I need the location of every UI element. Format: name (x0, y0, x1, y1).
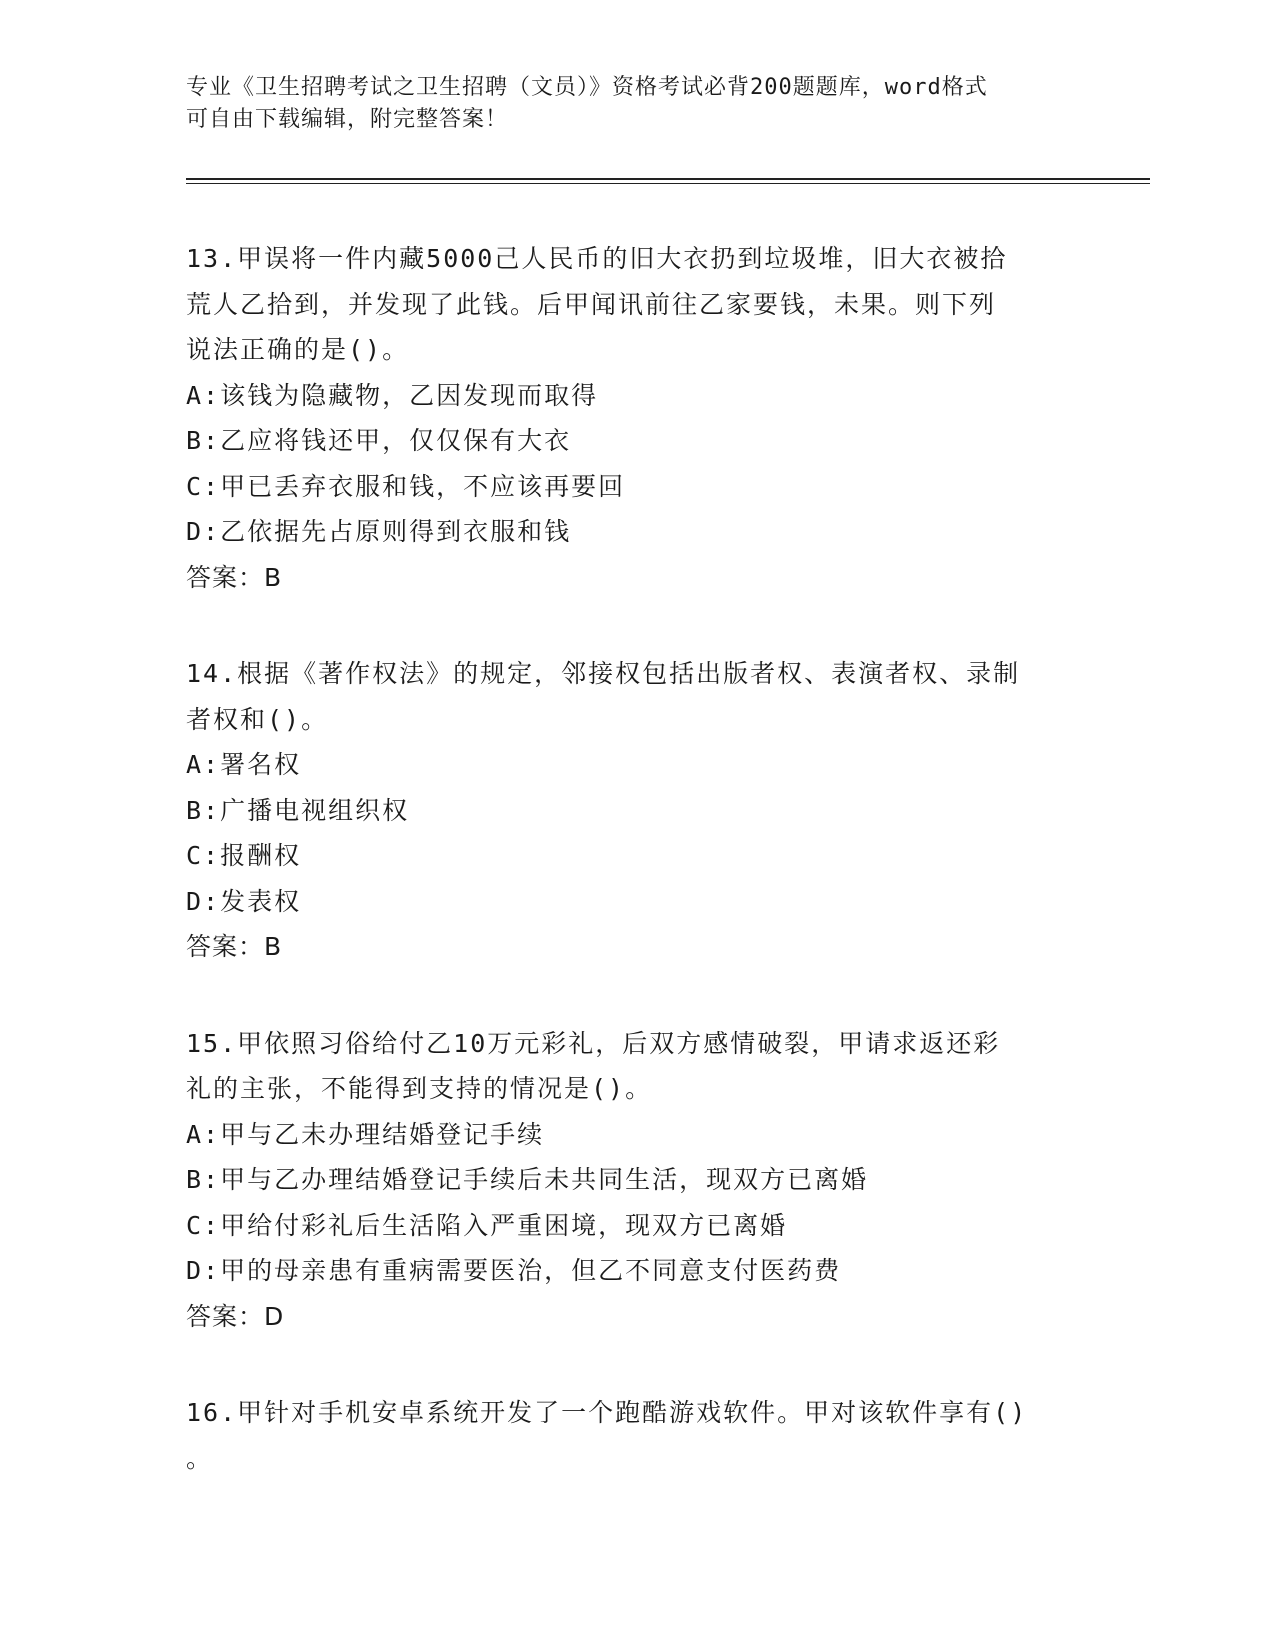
question-13 (186, 236, 1086, 600)
option-d: D:甲的母亲患有重病需要医治，但乙不同意支付医药费 (186, 1256, 842, 1285)
option-d: D:发表权 (186, 886, 302, 916)
option-c: C:甲已丢弃衣服和钱，不应该再要回 (186, 471, 626, 501)
option-b: B:乙应将钱还甲，仅仅保有大衣 (186, 426, 572, 455)
question-16 (186, 1390, 1086, 1481)
answer-label: 答案：B (186, 562, 283, 592)
stem-line: 15.甲依照习俗给付乙10万元彩礼，后双方感情破裂，甲请求返还彩 (186, 1028, 1001, 1058)
option-d: D:乙依据先占原则得到衣服和钱 (186, 517, 572, 546)
option-b: B:广播电视组织权 (186, 795, 410, 825)
header-divider-thin (186, 183, 1150, 184)
stem-line: 者权和()。 (186, 704, 329, 734)
question-stem (186, 1390, 1086, 1481)
stem-line: 说法正确的是()。 (186, 335, 410, 364)
option-c: C:报酬权 (186, 841, 302, 870)
stem-line: 13.甲误将一件内藏5000己人民币的旧大衣扔到垃圾堆，旧大衣被拾 (186, 244, 1008, 273)
stem-line: 14.根据《著作权法》的规定，邻接权包括出版者权、表演者权、录制 (186, 659, 1021, 688)
option-a: A:该钱为隐藏物，乙因发现而取得 (186, 380, 599, 410)
header-line-1: 专业《卫生招聘考试之卫生招聘（文员）》资格考试必背200题题库，word格式 (186, 75, 988, 100)
stem-line: 16.甲针对手机安卓系统开发了一个跑酷游戏软件。甲对该软件享有() (186, 1398, 1028, 1427)
answer-label: 答案：D (186, 1301, 285, 1331)
option-a: A:署名权 (186, 750, 302, 779)
option-b: B:甲与乙办理结婚登记手续后未共同生活，现双方已离婚 (186, 1165, 869, 1194)
option-a: A:甲与乙未办理结婚登记手续 (186, 1119, 545, 1149)
question-stem (186, 1021, 1086, 1112)
question-15 (186, 1021, 1086, 1340)
answer-label: 答案：B (186, 932, 283, 961)
header-divider (186, 178, 1150, 180)
document-header (186, 72, 1086, 136)
question-stem (186, 651, 1086, 742)
option-c: C:甲给付彩礼后生活陷入严重困境，现双方已离婚 (186, 1210, 788, 1240)
question-14 (186, 651, 1086, 970)
stem-line: 荒人乙拾到，并发现了此钱。后甲闻讯前往乙家要钱，未果。则下列 (186, 289, 997, 319)
question-stem (186, 236, 1086, 373)
header-line-2: 可自由下载编辑，附完整答案！ (186, 107, 509, 132)
stem-line: 。 (186, 1443, 214, 1473)
question-list (186, 236, 1086, 1532)
stem-line: 礼的主张，不能得到支持的情况是()。 (186, 1074, 653, 1103)
